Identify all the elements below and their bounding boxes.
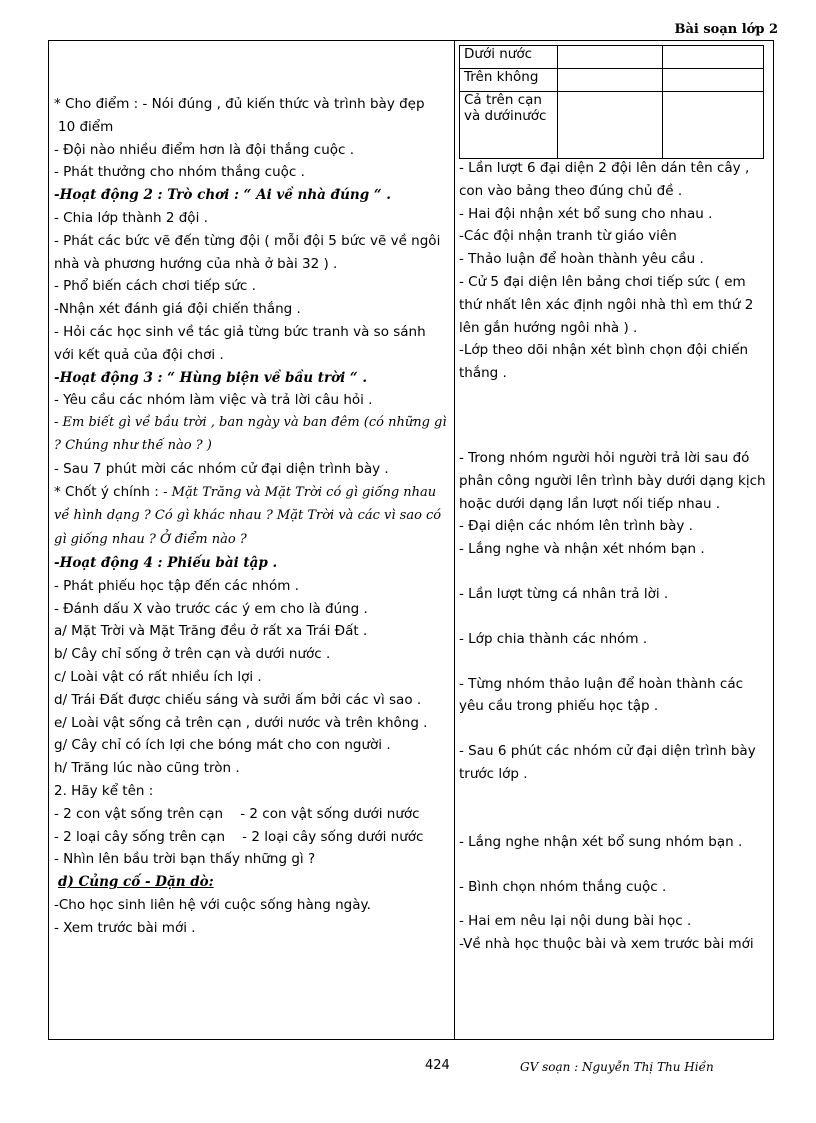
author-credit: GV soạn : Nguyễn Thị Thu Hiền: [520, 1060, 714, 1074]
text-line: - Cử 5 đại diện lên bảng chơi tiếp sức ( em thứ nhất lên xác định ngôi nhà thì em thứ 2 lên gắn hướng ngôi nhà ) .: [459, 273, 754, 336]
summary-label: * Chốt ý chính :: [54, 483, 164, 500]
text-line: - Đại diện các nhóm lên trình bày .: [459, 518, 693, 535]
text-line: - Phổ biến cách chơi tiếp sức .: [54, 278, 256, 295]
text-line: - 2 con vật sống trên cạn - 2 con vật sống dưới nước: [54, 805, 420, 822]
text-line: - Đánh dấu X vào trước các ý em cho là đúng .: [54, 600, 368, 617]
text-line: - Lắng nghe nhận xét bổ sung nhóm bạn .: [459, 833, 743, 850]
text-line: - Lần lượt 6 đại diện 2 đội lên dán tên cây , con vào bảng theo đúng chủ đề .: [459, 160, 750, 199]
text-line: d/ Trái Đất được chiếu sáng và sưởi ấm bởi các vì sao .: [54, 691, 422, 708]
text-line: 10 điểm: [58, 118, 114, 135]
text-line: - Đội nào nhiều điểm hơn là đội thắng cuộc .: [54, 141, 355, 158]
lesson-table: [48, 40, 774, 1040]
text-line: e/ Loài vật sống cả trên cạn , dưới nước và trên không .: [54, 714, 428, 731]
text-line: -Nhận xét đánh giá đội chiến thắng .: [54, 301, 301, 318]
page-number: 424: [425, 1058, 450, 1073]
text-line: b/ Cây chỉ sống ở trên cạn và dưới nước .: [54, 646, 331, 663]
summary-text: - Mặt Trăng và Mặt Trời có gì giống nhau về hình dạng ? Có gì khác nhau ? Mặt Trời và các vì sao có gì giống nhau ? Ở điểm nào ?: [54, 484, 442, 548]
mini-cell-label: Cả trên cạn và dướinước: [460, 92, 558, 159]
activity-heading: -Hoạt động 4 : Phiếu bài tập .: [54, 554, 278, 571]
text-line: - Lắng nghe và nhận xét nhóm bạn .: [459, 541, 705, 558]
text-line: - Bình chọn nhóm thắng cuộc .: [459, 878, 667, 895]
text-line: - Xem trước bài mới .: [54, 919, 196, 936]
text-line: -Các đội nhận tranh từ giáo viên: [459, 228, 677, 245]
text-line: - Hỏi các học sinh về tác giả từng bức tranh và so sánh với kết quả của đội chơi .: [54, 323, 426, 363]
text-line: - Sau 7 phút mời các nhóm cử đại diện trình bày .: [54, 460, 389, 477]
text-line: - Yêu cầu các nhóm làm việc và trả lời câu hỏi .: [54, 392, 373, 409]
activity-heading: -Hoạt động 3 : “ Hùng biện về bầu trời “ .: [54, 369, 368, 386]
text-line: - Trong nhóm người hỏi người trả lời sau đó phân công người lên trình bày dưới dạng kịch hoặc dưới dạng lần lượt nối tiếp nhau .: [459, 449, 766, 512]
activity-heading: -Hoạt động 2 : Trò chơi : “ Ai về nhà đúng “ .: [54, 187, 392, 204]
text-line: c/ Loài vật có rất nhiều ích lợi .: [54, 668, 262, 685]
text-line: -Cho học sinh liên hệ với cuộc sống hàng ngày.: [54, 896, 371, 913]
text-line: [54, 481, 449, 552]
text-line: h/ Trăng lúc nào cũng tròn .: [54, 760, 240, 777]
mini-cell-label: Dưới nước: [460, 46, 558, 69]
text-line: - Thảo luận để hoàn thành yêu cầu .: [459, 251, 704, 268]
text-line: - Phát thưởng cho nhóm thắng cuộc .: [54, 164, 305, 181]
text-line: 2. Hãy kể tên :: [54, 782, 154, 799]
text-line: - Nhìn lên bầu trời bạn thấy những gì ?: [54, 851, 316, 868]
section-heading: d) Củng cố - Dặn dò:: [58, 874, 214, 891]
text-line: - Lớp chia thành các nhóm .: [459, 630, 648, 647]
text-line: - Hai em nêu lại nội dung bài học .: [459, 913, 692, 930]
text-line: - Lần lượt từng cá nhân trả lời .: [459, 585, 669, 602]
teacher-activities-column: [54, 41, 449, 939]
header-title: Bài soạn lớp 2: [674, 22, 778, 37]
mini-cell-label: Trên không: [460, 69, 558, 92]
text-line: -Lớp theo dõi nhận xét bình chọn đội chiến thắng .: [459, 342, 749, 382]
text-line: - Từng nhóm thảo luận để hoàn thành các yêu cầu trong phiếu học tập .: [459, 675, 744, 715]
text-line: - Phát phiếu học tập đến các nhóm .: [54, 577, 299, 594]
text-line: g/ Cây chỉ có ích lợi che bóng mát cho con người .: [54, 737, 391, 754]
text-line: * Cho điểm : - Nói đúng , đủ kiến thức và trình bày đẹp: [54, 96, 425, 112]
text-line: - Chia lớp thành 2 đội .: [54, 209, 208, 226]
text-line: - Sau 6 phút các nhóm cử đại diện trình bày trước lớp .: [459, 743, 756, 782]
text-line: a/ Mặt Trời và Mặt Trăng đều ở rất xa Trái Đất .: [54, 623, 368, 640]
question-text: - Em biết gì về bầu trời , ban ngày và ban đêm (có những gì ? Chúng như thế nào ? ): [54, 415, 447, 453]
text-line: - Phát các bức vẽ đến từng đội ( mỗi đội 5 bức vẽ về ngôi nhà và phương hướng của nhà ở bài 32 ) .: [54, 232, 441, 272]
text-line: - 2 loại cây sống trên cạn - 2 loại cây sống dưới nước: [54, 828, 424, 845]
student-activities-column: [459, 41, 769, 956]
text-line: - Hai đội nhận xét bổ sung cho nhau .: [459, 205, 713, 222]
text-line: -Về nhà học thuộc bài và xem trước bài mới: [459, 936, 754, 953]
column-divider: [454, 41, 455, 1039]
